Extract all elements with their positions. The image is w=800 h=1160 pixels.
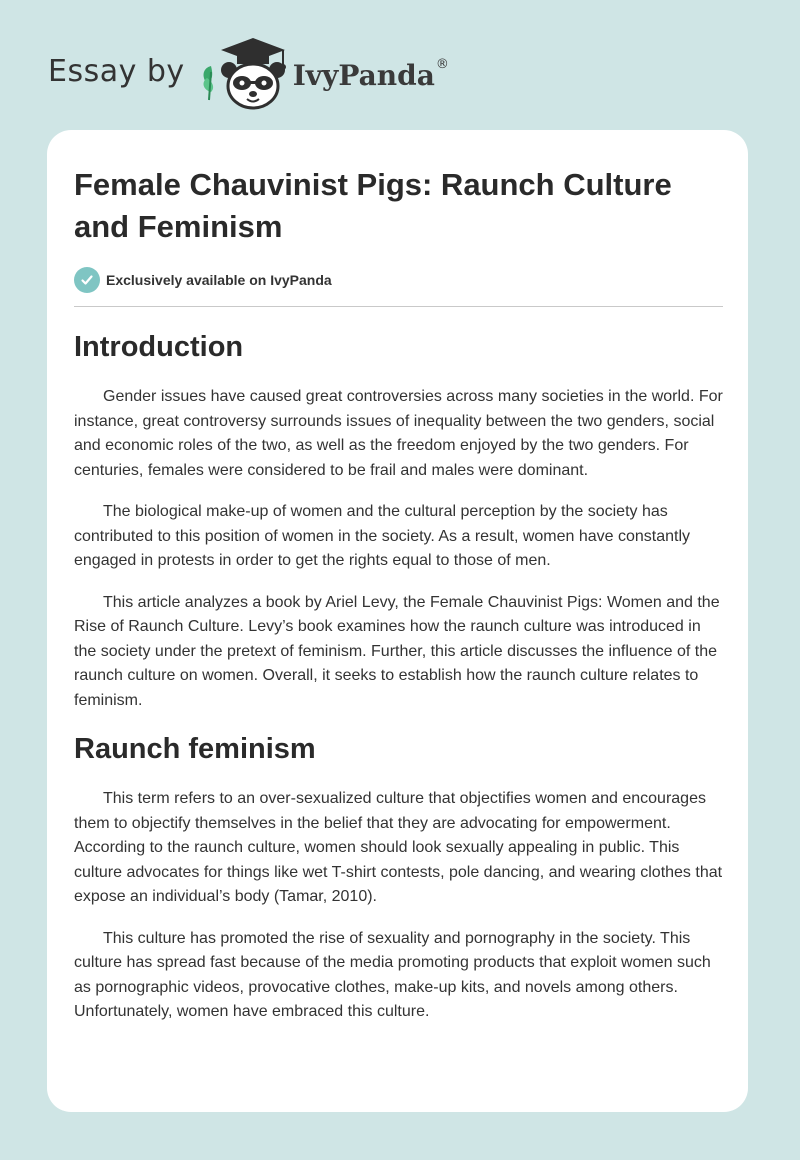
page-title: Female Chauvinist Pigs: Raunch Culture and Feminism: [74, 167, 672, 244]
section-heading-introduction: Introduction: [74, 331, 244, 363]
essay-by-label: Essay by: [48, 53, 185, 89]
check-circle-icon: [74, 267, 100, 293]
exclusive-label: Exclusively available on IvyPanda: [106, 272, 332, 288]
title-divider: [74, 306, 723, 307]
essay-card: [47, 130, 748, 1112]
exclusive-badge: [74, 266, 724, 294]
paragraph: This culture has promoted the rise of sexuality and pornography in the society. This culture has spread fast because of the media promoting products that exploit women such as pornographic videos, provocative clothes, make-up kits, and novels among others. Unfortunately, women have embraced this culture.: [74, 929, 711, 1020]
paragraph: This term refers to an over-sexualized culture that objectifies women and encourages them to objectify themselves in the belief that they are advocating for empowerment. According to the raunch culture, women should look sexually appealing in public. This culture advocates for things like wet T-shirt contests, pole dancing, and wearing clothes that expose an individual’s body (Tamar, 2010).: [74, 790, 723, 905]
brand-name[interactable]: IvyPanda®: [292, 56, 449, 92]
site-header: [48, 34, 449, 114]
paragraph: The biological make-up of women and the cultural perception by the society has contributed to this position of women in the society. As a result, women have constantly engaged in protests in order to get the rights equal to those of men.: [74, 503, 691, 569]
paragraph: Gender issues have caused great controversies across many societies in the world. For instance, great controversy surrounds issues of inequality between the two genders, social and economic roles of the two, as well as the freedom enjoyed by the two genders. For centuries, females were considered to be frail and males were dominant.: [74, 388, 723, 479]
paragraph: This article analyzes a book by Ariel Levy, the Female Chauvinist Pigs: Women and the Rise of Raunch Culture. Levy’s book examines how the raunch culture was introduced in the society under the pretext of feminism. Further, this article discusses the influence of the raunch culture on women. Overall, it seeks to establish how the raunch culture relates to feminism.: [74, 593, 720, 709]
section-heading-raunch-feminism: Raunch feminism: [74, 733, 316, 765]
registered-mark: ®: [435, 56, 449, 72]
essay-content: [74, 164, 724, 1025]
panda-graduate-icon[interactable]: [199, 36, 289, 112]
